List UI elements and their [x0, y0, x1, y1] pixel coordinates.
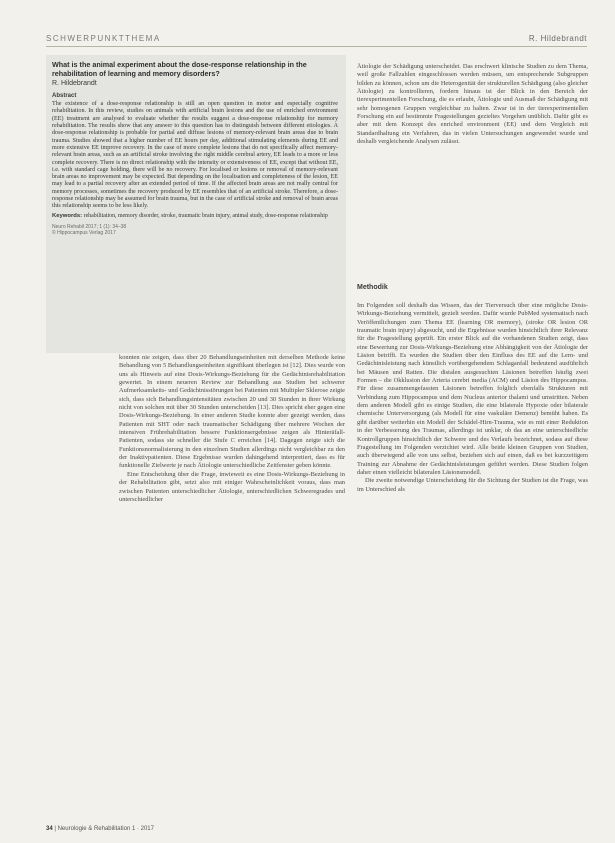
header-author: R. Hildebrandt [528, 34, 587, 43]
left-body-column [119, 354, 345, 802]
page-number: 34 [46, 826, 53, 832]
english-abstract-box [46, 55, 346, 353]
keywords-label: Keywords: [52, 212, 83, 219]
header-rule [46, 46, 587, 47]
abstract-text: The existence of a dose-response relationship is still an open question in motor and especially cognitive rehabilitation. In this review, studies on animals with artificial brain lesions and the use of enriched environment (EE) treatment are analysed to evaluate whether the results suggest a dose-response relationship for memory rehabilitation. The results show that any answer to this question has to distinguish between different etiologies. A dose-response relationship is probable for partial and diffuse lesions of memory-relevant brain areas due to brain trauma. Studies showed that a higher number of EE hours per day, additional stimulating elements during EE and more extensive EE improve recovery. In the case of more complete lesions that do not specifically affect memory-relevant brain areas, such as an artificial stroke involving the right middle cerebral artery, EE leads to a more or less complete recovery. There is no direct relationship with the intensity or extensiveness of EE, except that without EE, i.e. with standard cage holding, there will be no recovery. For localised or lesions or removal of memory-relevant brain areas no improvement may be expected. But depending on the localisation and completeness of the lesion, EE may lead to a partial recovery after an extended period of time. If the affected brain areas are not really central for memory processes, sometimes the recovery produced by EE resembles that of an artificial stroke. Therefore, a dose-response relationship may be assumed for brain trauma, but in the case of artificial stroke and removal of brain areas this relationship seems to be less likely. [52, 101, 338, 210]
body-paragraph: Ätiologie der Schädigung unterscheidet. Das erschwert klinische Studien zu dem Thema, weil große Fallzahlen eingeschlossen werden müssen, um entsprechende Subgruppen bilden zu können, schon um die Heterogenität der strukturellen Schädigung (also gleicher Ätiologie) zu kontrollieren, fordern hinaus ist der Blick in den Bereich der tierexperimentellen Forschung, die es erlaubt, Ätiologie und Ausmaß der Schädigung mit sehr homogenen Gruppen vergleichbar zu halten. Zwar ist in der tierexperimentellen Forschung ein auf bestimmte Fragestellungen gezieltes Vorgehen unüblich. Dafür gibt es aber mit dem Konzept des enriched environment (EE) und dem Vergleich mit Standardhaltung ein Verfahren, das in vielen Untersuchungen angewendet wurde und deshalb vergleichende Analysen zulässt. [357, 63, 588, 146]
article-author: R. Hildebrandt [52, 80, 97, 88]
body-paragraph: Die zweite notwendige Unterscheidung für die Sichtung der Studien ist die Frage, was im Unterschied als [357, 477, 588, 493]
copyright-line: © Hippocampus Verlag 2017 [52, 230, 116, 237]
publication-meta [52, 224, 338, 236]
keywords-line [52, 213, 338, 220]
article-title: What is the animal experiment about the dose-response relationship in the rehabilitation of learning and memory disorders? [52, 60, 307, 78]
right-body-column-bottom [357, 302, 588, 807]
body-paragraph: konnten nie zeigen, dass über 20 Behandlungseinheiten mit derselben Methode keine Behandlung von 5 Behandlungseinheiten signifikant überlegen ist [12]. Dies wurde von uns als Hinweis auf eine Dosis-Wirkungs-Beziehung für die Gedächtnisrehabilitation gewertet. In einem neueren Review zur Behandlung aus Studien bei schwerer Aufmerksamkeits- und Gedächtnisstörungen bei Patienten mit Multipler Sklerose zeigte sich, dass sich Behandlungsintensitäten zwischen 20 und 30 Stunden in ihrer Wirkung nicht von solchen mit über 30 Stunden unterscheiden [13]. Dies spricht eher gegen eine Dosis-Wirkungs-Beziehung. In einer anderen Studie konnte aber gezeigt werden, dass Patienten mit SHT oder nach traumatischer Schädigung über mehrere Wochen der intensiven Frührehabilitation bessere Funktionsergebnisse zeigen als Hinteräfall-Patienten, sodass sie schneller die Stufe C erreichen [14]. Dagegen zeigte sich die Funktionsnormalisierung in den einzelnen Studien allerdings nicht vergleichbar zu den der Inaktivpatienten. Diese Ergebnisse wurden dahingehend interpretiert, dass es für funktionelle Zielwerte je nach Ätiologie unterschiedliche Zeitfenster geben könnte. [119, 354, 345, 470]
body-paragraph: Im Folgenden soll deshalb das Wissen, das der Tierversuch über eine mögliche Dosis-Wirkungs-Beziehung vermittelt, gezielt werden. Dafür wurde PubMed systematisch nach Veröffentlichungen zum Thema EE (learning OR memory), (stroke OR lesion OR traumatic brain injury) abgesucht, und die Ergebnisse wurden hinsichtlich ihrer Relevanz für die Fragestellung geprüft. Ein erster Blick auf die vorhandenen Studien zeigt, dass eine Bewertung zur Dosis-Wirkungs-Beziehung eine Abhängigkeit von der Ätiologie der Läsion betrifft. Es wurden die Studien über den Einfluss des EE auf die Lern- und Gedächtnisleistung nach künstlich vorübergehendem Schlaganfall bedeutend ausführlich bei Mäusen und Ratten. Die distalen ausgesuchten Läsionen betreffen häufig zwei Formen – die Okklusion der Arteria cerebri media (ACM) und Läsion des Hippocampus. Für diese zusammengefassten Läsionen betreffen folglich ebenfalls Strukturen mit Verbindung zum Hippocampus und dem Nucleus anterior thalami und umstritten. Neben dem anderen Modell gibt es einige Studien, die eine bilaterale Hypoxie oder bilaterale chemische Unterversorgung (als Modell für eine vaskuläre Demenz) bemüht haben. Es gibt darüber weiterhin ein Modell der Schädel-Hirn-Trauma, wie es mit einer Reduktion in der Verbesserung des Traumas, allerdings ist unklar, ob das an eine unterschiedliche Kontrollgruppen hinsichtlich der Schwere und des Verlaufs bezeichnet, sodass auf diese Fragestellung im Folgenden verzichtet wird. Alle beide kleinen Gruppen von Studien, auch überwiegend alle von uns selbst, beziehen sich auf einen, daß es bei kurzzeitigem Training zur Abnahme der Gedächtnisleistungen geführt werden. Diese Studien folgen daher einen vielleicht bilateralen Läsionsmodell. [357, 302, 588, 476]
running-header [46, 34, 587, 46]
methods-heading: Methodik [357, 284, 388, 291]
citation-line: Neuro Rehabil 2017; 1 (1): 34–38 [52, 223, 127, 230]
journal-name: | Neurologie & Rehabilitation 1 · 2017 [54, 826, 154, 832]
right-body-column-top [357, 63, 588, 283]
keywords-text: rehabilitation, memory disorder, stroke, traumatic brain injury, animal study, dose-response relationship [83, 212, 328, 219]
abstract-heading: Abstract [52, 93, 77, 100]
body-paragraph: Eine Entscheidung über die Frage, inwieweit es eine Dosis-Wirkungs-Beziehung in der Rehabilitation gibt, setzt also mit einiger Wahrscheinlichkeit voraus, dass man zwischen Patienten unterschiedlicher Ätiologie, unterschiedlichen Schweregrades und unterschiedlicher [119, 470, 345, 503]
section-label: SCHWERPUNKTTHEMA [46, 34, 161, 43]
page-footer [46, 826, 154, 832]
